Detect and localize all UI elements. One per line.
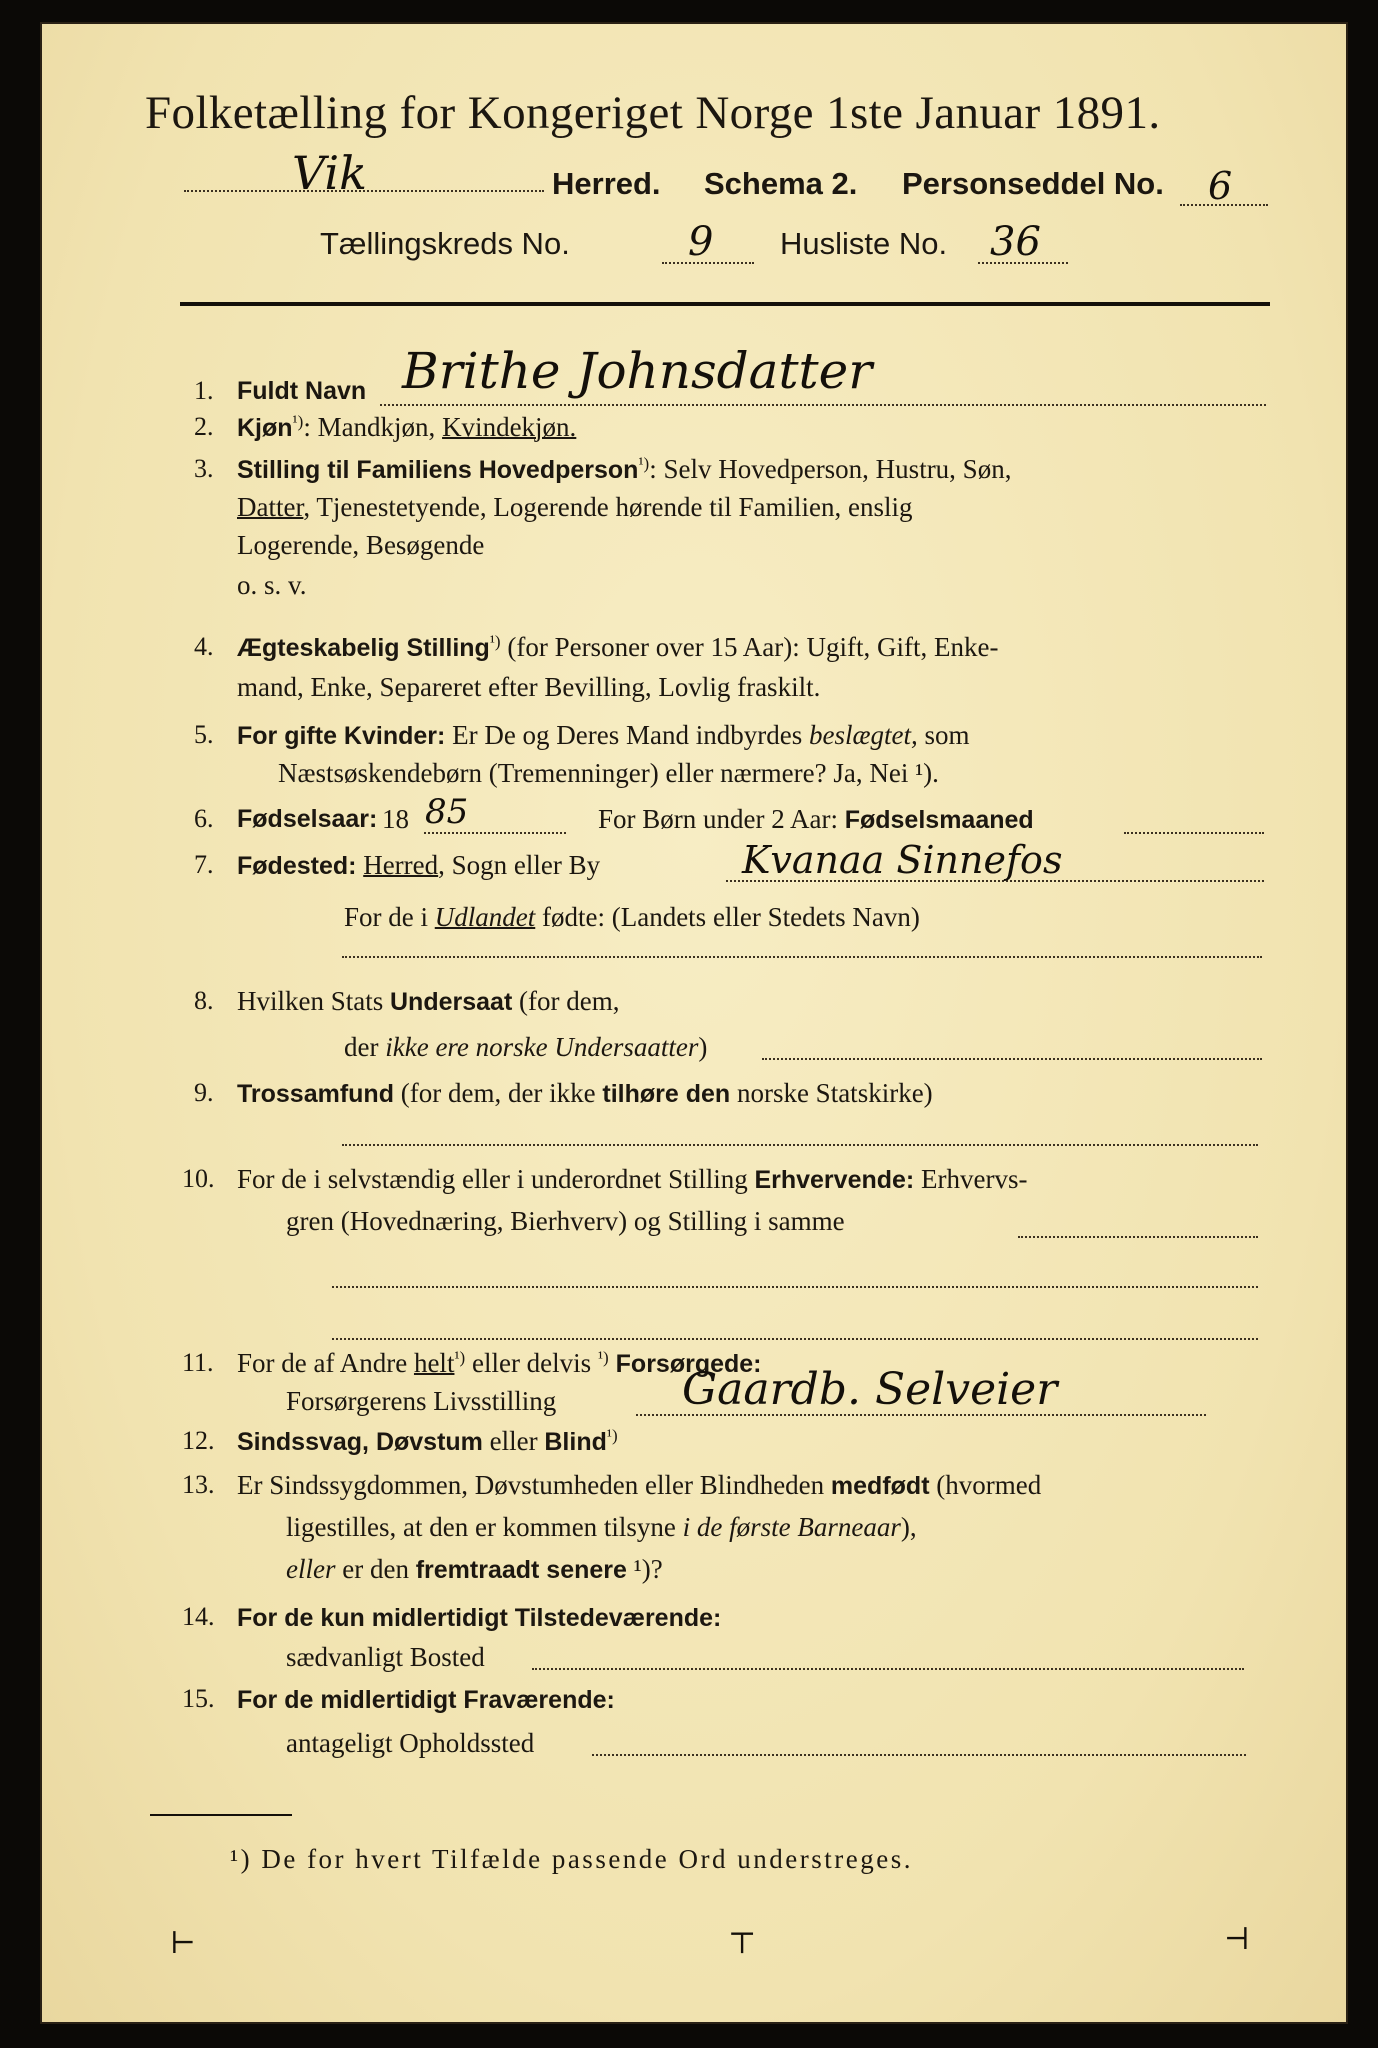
q8-line2-rest: )	[698, 1032, 708, 1062]
corner-mark-left: ⊢	[170, 1926, 196, 1961]
q8-fill-line	[762, 1058, 1262, 1060]
q6-year-fill-line	[424, 832, 566, 834]
q10-number: 10.	[182, 1164, 215, 1193]
form-title: Folketælling for Kongeriget Norge 1ste Januar 1891.	[145, 87, 1161, 139]
q11-footnote-mark-2: ¹)	[597, 1348, 609, 1367]
q12-rest: eller	[482, 1426, 545, 1456]
header-rule	[180, 302, 1270, 306]
q10-fill-line-3	[332, 1338, 1258, 1340]
q7-label: Fødested:	[237, 852, 357, 880]
q15-pre: For de	[237, 1686, 321, 1714]
q13-line2-pre: ligestilles, at den er kommen tilsyne	[286, 1512, 683, 1542]
q7-rest: , Sogn eller By	[438, 850, 601, 880]
husliste-label: Husliste No.	[780, 226, 948, 261]
q8-pre: Hvilken Stats	[237, 986, 390, 1016]
q3-options-text-2: , Tjenestetyende, Logerende hørende til Familien, enslig	[303, 492, 913, 522]
q8-line2-pre: der	[344, 1032, 386, 1062]
q7-line2-rest: fødte: (Landets eller Stedets Navn)	[535, 902, 920, 932]
q10-fill-line-1	[1018, 1236, 1258, 1238]
q9-line1	[237, 1078, 933, 1109]
herred-value: Vik	[292, 146, 367, 200]
q3-selected-option: Datter	[237, 492, 304, 522]
q14-fill-line	[532, 1668, 1244, 1670]
q11-rest: eller delvis	[465, 1348, 598, 1378]
q5-text: Er De og Deres Mand indbyrdes	[445, 720, 809, 750]
q2-options-text: : Mandkjøn,	[303, 412, 443, 442]
q7-foreign-fill-line	[342, 956, 1262, 958]
q10-rest: Erhvervs-	[914, 1164, 1028, 1194]
q7-line2-italic: Udlandet	[434, 902, 536, 932]
q4-footnote-mark: ¹)	[489, 632, 501, 651]
q7-line1	[237, 850, 600, 881]
q10-pre: For de i selvstændig eller i underordnet Stilling	[237, 1164, 755, 1194]
q3-options-text: : Selv Hovedperson, Hustru, Søn,	[649, 454, 1012, 484]
kreds-value: 9	[688, 219, 714, 265]
q2-selected-option: Kvindekjøn.	[442, 412, 577, 442]
q5-line1	[237, 720, 970, 751]
q13-line2-rest: ),	[900, 1512, 917, 1542]
q14-line1	[237, 1602, 721, 1633]
q5-pre: For	[237, 722, 285, 750]
q2-number: 2.	[194, 412, 214, 441]
q8-line2-italic: ikke ere norske Undersaatter	[385, 1032, 699, 1062]
q14-pre: For de kun	[237, 1604, 372, 1632]
q10-fill-line-2	[332, 1286, 1258, 1288]
q1-value: Brithe Johnsdatter	[402, 342, 873, 400]
q10-label: Erhvervende:	[754, 1166, 915, 1194]
husliste-value: 36	[990, 219, 1041, 265]
q3-line1	[237, 454, 1011, 485]
q1-fill-line	[380, 404, 1266, 406]
herred-label: Herred.	[552, 166, 661, 201]
q13-line1	[237, 1470, 1041, 1501]
q9-label: Trossamfund	[237, 1080, 394, 1108]
q5-number: 5.	[194, 720, 214, 749]
q13-line2-italic: i de første Barneaar	[682, 1512, 901, 1542]
q11-footnote-mark: ¹)	[454, 1348, 466, 1367]
q4-options-text: (for Personer over 15 Aar): Ugift, Gift, Enke-	[500, 632, 999, 662]
q6-label: Fødselsaar:	[237, 805, 378, 833]
q5-line2: Næstsøskendebørn (Tremenninger) eller nærmere? Ja, Nei ¹).	[278, 758, 939, 788]
q6-year-prefix: 18	[382, 804, 409, 834]
q12-label2: Blind	[544, 1428, 607, 1456]
q9-number: 9.	[194, 1078, 214, 1107]
footnote-rule	[150, 1814, 292, 1816]
q3-footnote-mark: ¹)	[638, 454, 650, 473]
q7-line2	[344, 902, 920, 933]
q2-label: Kjøn	[237, 414, 293, 442]
q13-label: medfødt	[830, 1472, 930, 1500]
q3-line2	[237, 492, 912, 523]
q3-label: Stilling til Familiens Hovedperson	[237, 456, 639, 484]
q6-label2: Fødselsmaaned	[844, 806, 1034, 834]
q15-number: 15.	[182, 1684, 215, 1713]
q7-line2-pre: For de i	[344, 902, 435, 932]
q12-footnote-mark: ¹)	[606, 1426, 618, 1445]
q13-rest: (hvormed	[929, 1470, 1042, 1500]
q13-number: 13.	[182, 1470, 215, 1499]
q11-number: 11.	[182, 1348, 214, 1377]
q5-text-end: som	[917, 720, 970, 750]
corner-mark-center: ⊤	[728, 1926, 757, 1961]
q11-pre: For de af Andre	[237, 1348, 414, 1378]
q6-text	[598, 804, 1034, 835]
q13-line2	[286, 1512, 917, 1543]
q10-line1	[237, 1164, 1027, 1195]
q14-number: 14.	[182, 1602, 215, 1631]
q11-label: Forsørgede:	[608, 1350, 762, 1378]
q14-line2: sædvanligt Bosted	[286, 1642, 485, 1672]
q13-line3	[286, 1554, 663, 1585]
q12-line1	[237, 1426, 618, 1457]
q15-fill-line	[592, 1754, 1246, 1756]
q3-line4: o. s. v.	[237, 570, 307, 600]
q15-line1	[237, 1684, 615, 1715]
q10-line2: gren (Hovednæring, Bierhverv) og Stilling i samme	[286, 1206, 845, 1236]
q4-label: Ægteskabelig Stilling	[237, 634, 490, 662]
q11-value: Gaardb. Selveier	[682, 1364, 1058, 1415]
q6-month-fill-line	[1124, 832, 1264, 834]
q15-line2: antageligt Opholdssted	[286, 1728, 535, 1758]
q15-label: midlertidigt Fraværende:	[320, 1686, 615, 1714]
q3-line3: Logerende, Besøgende	[237, 530, 485, 560]
q9-fill-line	[342, 1144, 1258, 1146]
q8-number: 8.	[194, 986, 214, 1015]
q12-number: 12.	[182, 1426, 215, 1455]
footnote-text: ¹) De for hvert Tilfælde passende Ord understreges.	[230, 1844, 913, 1874]
q2-text	[237, 412, 576, 443]
q9-rest: (for dem, der ikke	[393, 1078, 603, 1108]
q8-label: Undersaat	[390, 988, 513, 1016]
q8-line1	[237, 986, 619, 1017]
q4-line2: mand, Enke, Separeret efter Bevilling, Lovlig fraskilt.	[237, 672, 821, 702]
q1-label: Fuldt Navn	[237, 377, 367, 405]
q11-line2: Forsørgerens Livsstilling	[286, 1386, 557, 1416]
q13-line3-italic: eller	[286, 1554, 336, 1584]
q4-number: 4.	[194, 632, 214, 661]
q3-number: 3.	[194, 454, 214, 483]
q8-line2	[344, 1032, 707, 1063]
q1-number: 1.	[194, 376, 214, 405]
q2-footnote-mark: ¹)	[292, 412, 304, 431]
q7-number: 7.	[194, 850, 214, 879]
q13-pre: Er Sindssygdommen, Døvstumheden eller Blindheden	[237, 1470, 831, 1500]
corner-mark-right: ⊣	[1224, 1922, 1250, 1957]
q8-rest: (for dem,	[512, 986, 620, 1016]
kreds-label: Tællingskreds No.	[320, 226, 570, 261]
q5-italic: beslægtet,	[809, 720, 918, 750]
q11-selected-option: helt	[413, 1348, 455, 1378]
q5-label: gifte Kvinder:	[284, 722, 446, 750]
q12-label: Sindssvag, Døvstum	[237, 1428, 483, 1456]
q13-line3-pre: er den	[335, 1554, 416, 1584]
q14-label: midlertidigt Tilstedeværende:	[371, 1604, 722, 1632]
q9-bold: tilhøre den	[602, 1080, 731, 1108]
schema-label: Schema 2.	[704, 166, 858, 201]
q6-rest: For Børn under 2 Aar:	[598, 804, 845, 834]
q4-line1	[237, 632, 998, 663]
personseddel-value: 6	[1208, 164, 1233, 208]
q13-line3-label: fremtraadt senere	[415, 1556, 627, 1584]
q7-selected-option: Herred	[363, 850, 439, 880]
personseddel-label: Personseddel No.	[902, 166, 1164, 201]
q9-rest2: norske Statskirke)	[730, 1078, 933, 1108]
q6-year-value: 85	[425, 792, 469, 832]
census-form-page	[40, 22, 1348, 2024]
q13-line3-rest: ¹)?	[626, 1554, 663, 1584]
q6-number: 6.	[194, 804, 214, 833]
q7-value: Kvanaa Sinnefos	[742, 838, 1063, 882]
